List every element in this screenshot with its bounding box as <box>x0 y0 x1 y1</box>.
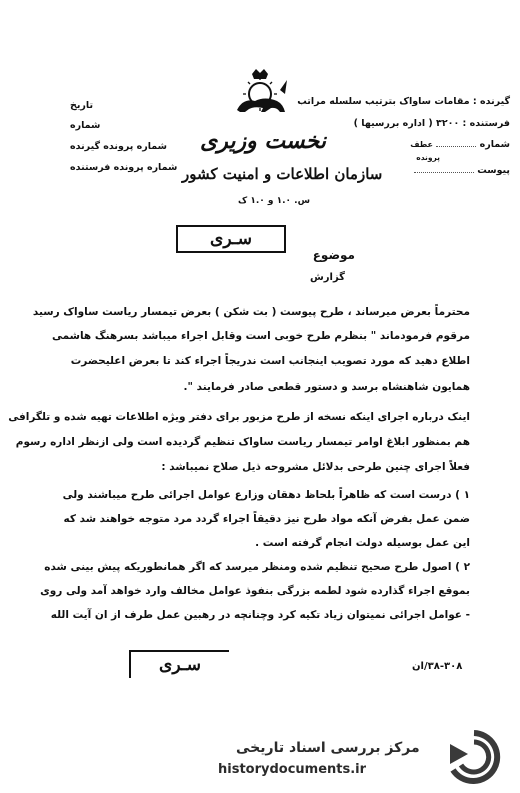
organization-code: س. ۱.۰ و ۱.۰ ک <box>238 196 311 206</box>
body-line: فعلاً اجرای چنین طرحی بدلائل مشروحه ذیل صلاح نمیباشد : <box>161 461 470 473</box>
body-line: همایون شاهنشاه برسد و دستور قطعی صادر فرمایند ". <box>183 381 470 393</box>
number-sub-label: پرونده <box>416 153 440 162</box>
subject-value: گزارش <box>309 272 345 283</box>
classification-stamp-bottom: سـری <box>129 650 229 678</box>
watermark-title: مرکز بررسی اسناد تاریخی <box>236 740 420 756</box>
document-number: ۳۸-۳۰۸/ان <box>412 661 463 672</box>
sender-file-line: شماره پرونده فرستنده <box>70 162 178 173</box>
watermark-url: historydocuments.ir <box>218 762 367 777</box>
recipient-line: گیرنده : مقامات ساواک بترتیب سلسله مراتب <box>297 96 510 107</box>
body-line: ضمن عمل بفرض آنکه مواد طرح نیز دقیقاً اجراء گردد مرد متوجه خواهند شد که <box>63 513 470 525</box>
body-line: اطلاع دهید که مورد تصویب اینجانب است ندریجاً اجراء کند تا بعرض اعلیحضرت <box>70 355 470 367</box>
left-number-line: شماره <box>70 120 101 131</box>
body-line: محترماً بعرض میرساند ، طرح پیوست ( بت شکن ) بعرض تیمسار ریاست ساواک رسید <box>32 306 470 318</box>
body-line: ۲ ) اصول طرح صحیح تنظیم شده ومنظر میرسد که اگر همانطوریکه پیش بینی شده <box>44 561 470 573</box>
body-line: هم بمنظور ابلاغ اوامر تیمسار ریاست ساواک تنظیم گردیده است ولی ازنظر اداره رسوم <box>15 436 470 448</box>
subject-label: موضوع <box>312 248 355 262</box>
attachment-line: پیوست <box>414 165 510 176</box>
classification-stamp-top: سـری <box>176 225 286 253</box>
body-line: ۱ ) درست است که ظاهراً بلحاظ دهقان وزارع عوامل اجرائی طرح میباشند ولی <box>62 489 470 501</box>
number-line: شماره عطف <box>410 139 510 150</box>
archive-logo-icon <box>446 730 502 784</box>
body-line: اینک درباره اجرای اینکه نسخه از طرح مزبور برای دفتر ویژه اطلاعات تهیه شده و تلگرافی <box>8 411 470 423</box>
body-line: - عوامل اجرائی نمیتوان زیاد تکیه کرد وچنانچه در رهبین عمل طرف از ان آیت الله <box>50 609 470 621</box>
body-line: بموقع اجراء گذارده شود لطمه بزرگی بنفوذ عوامل مخالف وارد خواهد آمد ولی روی <box>40 585 470 597</box>
sender-line: فرستنده : ۳۲۰۰ ( اداره بررسیها ) <box>353 118 510 129</box>
recipient-file-line: شماره پرونده گیرنده <box>70 141 167 152</box>
date-line: تاریخ <box>70 100 94 111</box>
watermark-strip <box>0 718 520 793</box>
ministry-title: نخست وزیری <box>200 128 326 154</box>
organization-name: سازمان اطلاعات و امنیت کشور <box>182 165 383 183</box>
body-line: مرقوم فرمودماند " بنظرم طرح خوبی است وقابل اجراء میباشد بسرهنگ هاشمی <box>51 330 470 342</box>
lion-and-sun-emblem-icon <box>225 68 295 116</box>
number-ref-label: عطف <box>410 140 434 149</box>
body-line: این عمل بوسیله دولت انجام گرفته است . <box>255 537 470 549</box>
